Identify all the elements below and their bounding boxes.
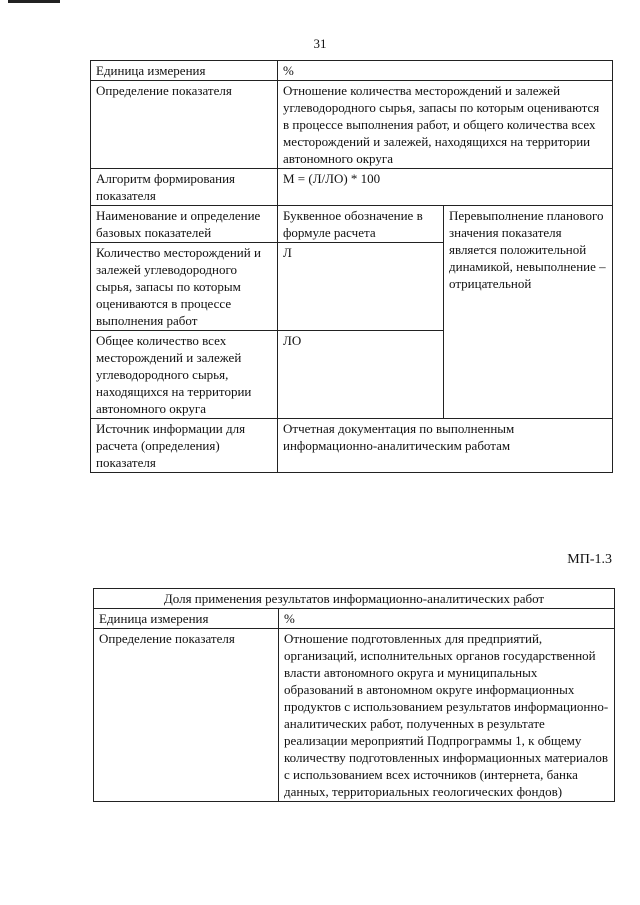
definition-label: Определение показателя [94, 629, 279, 802]
definition-value: Отношение подготовленных для предприятий, организаций, исполнительных органов государственной власти автономного округа и муниципальных образований в автономном округе информационных продуктов с использованием результатов информационно-аналитических работ, полученных в результате реализации мероприятий Подпрограммы 1, к общему количеству подготовленных информационных материалов с использованием всех источников (интернета, банка данных, территориальных геологических фондов) [279, 629, 615, 802]
unit-value: % [278, 61, 613, 81]
algorithm-label: Алгоритм формирования показателя [91, 169, 278, 206]
definition-label: Определение показателя [91, 81, 278, 169]
source-value: Отчетная документация по выполненным информационно-аналитическим работам [278, 419, 613, 473]
table-row [91, 169, 613, 206]
source-label: Источник информации для расчета (определения) показателя [91, 419, 278, 473]
indicator2-letter: ЛО [278, 331, 444, 419]
base-indicators-label: Наименование и определение базовых показателей [91, 206, 278, 243]
algorithm-value: М = (Л/ЛО) * 100 [278, 169, 613, 206]
table-row [94, 609, 615, 629]
scan-mark [8, 0, 60, 3]
unit-label: Единица измерения [94, 609, 279, 629]
table-row [91, 419, 613, 473]
dynamics-note: Перевыполнение планового значения показателя является положительной динамикой, невыполнение – отрицательной [444, 206, 613, 419]
table-row [91, 81, 613, 169]
definition-value: Отношение количества месторождений и залежей углеводородного сырья, запасы по которым оцениваются в процессе выполнения работ, и общего количества всех месторождений и залежей, находящихся на территории автономного округа [278, 81, 613, 169]
indicator-passport-table-2 [93, 588, 615, 802]
table-row [91, 206, 613, 243]
table-row [91, 61, 613, 81]
page-number: 31 [313, 36, 327, 51]
table-row [94, 589, 615, 609]
indicator1-letter: Л [278, 243, 444, 331]
table-row [94, 629, 615, 802]
indicator2-name: Общее количество всех месторождений и залежей углеводородного сырья, находящихся на территории автономного округа [91, 331, 278, 419]
unit-label: Единица измерения [91, 61, 278, 81]
indicator1-name: Количество месторождений и залежей углеводородного сырья, запасы по которым оцениваются в процессе выполнения работ [91, 243, 278, 331]
unit-value: % [279, 609, 615, 629]
section-code: МП-1.3 [567, 552, 612, 567]
letter-header: Буквенное обозначение в формуле расчета [278, 206, 444, 243]
indicator-title: Доля применения результатов информационно-аналитических работ [94, 589, 615, 609]
indicator-passport-table [90, 60, 613, 473]
